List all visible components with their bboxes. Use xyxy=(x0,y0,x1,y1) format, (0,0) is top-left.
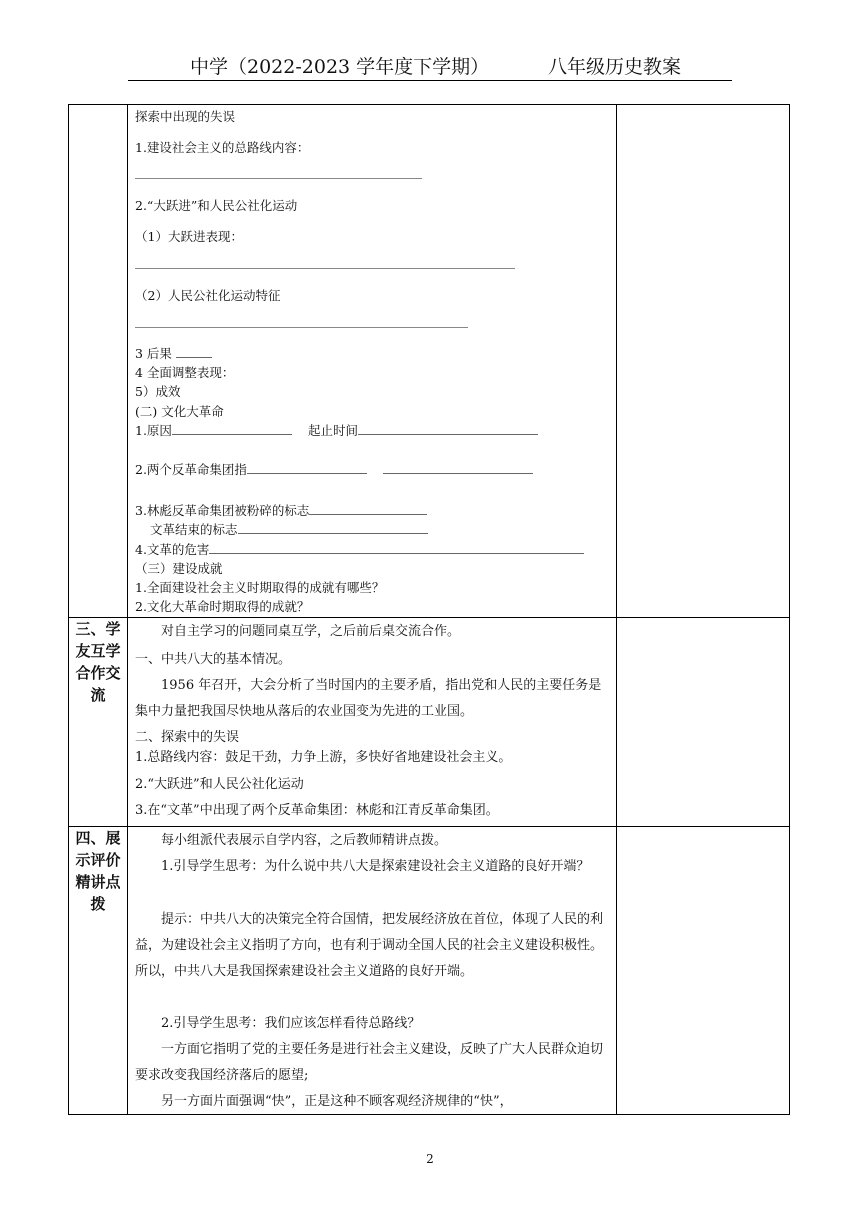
page-number: 2 xyxy=(426,1152,434,1166)
para-exchange-intro: 对自主学习的问题同桌互学，之后前后桌交流合作。 xyxy=(161,624,461,639)
line-errors-title: 探索中出现的失误 xyxy=(135,109,236,124)
section-label-exchange: 三、学友互学合作交流 xyxy=(75,620,121,704)
line-achievements-title: （三）建设成就 xyxy=(135,561,223,576)
para-errors-heading: 二、探索中的失误 xyxy=(135,730,240,745)
line-great-leap: 2.“大跃进”和人民公社化运动 xyxy=(135,198,298,213)
header-course: 八年级历史教案 xyxy=(548,56,682,78)
blank-line xyxy=(135,268,515,269)
para-two-groups: 3.在“文革”中出现了两个反革命集团：林彪和江青反革命集团。 xyxy=(135,803,499,818)
line-cause-period: 1.原因 起止时间 xyxy=(135,421,538,439)
row-cooperative-exchange xyxy=(69,618,790,827)
row2-notes-cell xyxy=(617,618,790,827)
row-presentation xyxy=(69,827,790,1115)
line-two-groups: 2.两个反革命集团指 xyxy=(135,460,533,478)
line-cultural-revolution: (二) 文化大革命 xyxy=(135,404,224,419)
para-other-hand: 另一方面片面强调“快”，正是这种不顾客观经济规律的“快”， xyxy=(161,1094,513,1109)
line-general-line: 1.建设社会主义的总路线内容： xyxy=(135,140,310,155)
blank-line xyxy=(135,327,468,328)
para-great-leap: 2.“大跃进”和人民公社化运动 xyxy=(135,777,304,792)
para-general-line: 1.总路线内容：鼓足干劲，力争上游，多快好省地建设社会主义。 xyxy=(135,750,512,765)
row2-label-cell xyxy=(69,618,128,827)
line-consequence: 3 后果 xyxy=(135,344,212,362)
row2-content-cell xyxy=(128,618,617,827)
section-label-presentation: 四、展示评价精讲点拨 xyxy=(75,829,121,913)
line-achievements-q1: 1.全面建设社会主义时期取得的成就有哪些？ xyxy=(135,580,385,595)
line-achievements-q2: 2.文化大革命时期取得的成就？ xyxy=(135,599,310,614)
line-adjustment: 4 全面调整表现： xyxy=(135,365,235,380)
row1-notes-cell xyxy=(617,105,790,618)
para-question-2: 2.引导学生思考：我们应该怎样看待总路线？ xyxy=(161,1016,421,1031)
row3-notes-cell xyxy=(617,827,790,1115)
row3-content-cell xyxy=(128,827,617,1115)
row3-label-cell xyxy=(69,827,128,1115)
line-harm: 4.文革的危害 xyxy=(135,540,584,558)
para-presentation-intro: 每小组派代表展示自学内容，之后教师精讲点拨。 xyxy=(161,833,448,848)
para-congress-content: 1956 年召开，大会分析了当时国内的主要矛盾，指出党和人民的主要任务是集中力量把我国尽快地从落后的农业国变为先进的工业国。 xyxy=(135,678,602,719)
header-school-term: 中学（2022-2023 学年度下学期） xyxy=(190,56,490,78)
line-leap-performance: （1）大跃进表现： xyxy=(135,229,243,244)
row1-label-cell xyxy=(69,105,128,618)
page-header xyxy=(128,50,732,81)
row-self-study xyxy=(69,105,790,618)
blank-line xyxy=(135,178,422,179)
line-effect: 5）成效 xyxy=(135,384,181,399)
para-one-hand: 一方面它指明了党的主要任务是进行社会主义建设，反映了广大人民群众迫切要求改变我国经济落后的愿望; xyxy=(135,1042,604,1083)
para-question-1: 1.引导学生思考：为什么说中共八大是探索建设社会主义道路的良好开端？ xyxy=(161,859,590,874)
para-congress-heading: 一、中共八大的基本情况。 xyxy=(135,652,292,667)
row1-content-cell xyxy=(128,105,617,618)
line-end-sign: 文革结束的标志 xyxy=(150,520,428,538)
line-commune-features: （2）人民公社化运动特征 xyxy=(135,288,281,303)
lesson-plan-table xyxy=(68,104,790,1115)
line-lin-biao: 3.林彪反革命集团被粉碎的标志 xyxy=(135,501,427,519)
para-hint: 提示：中共八大的决策完全符合国情，把发展经济放在首位，体现了人民的利益，为建设社会主义指明了方向，也有利于调动全国人民的社会主义建设积极性。所以，中共八大是我国探索建设社会主义道路的良好开端。 xyxy=(135,912,604,979)
